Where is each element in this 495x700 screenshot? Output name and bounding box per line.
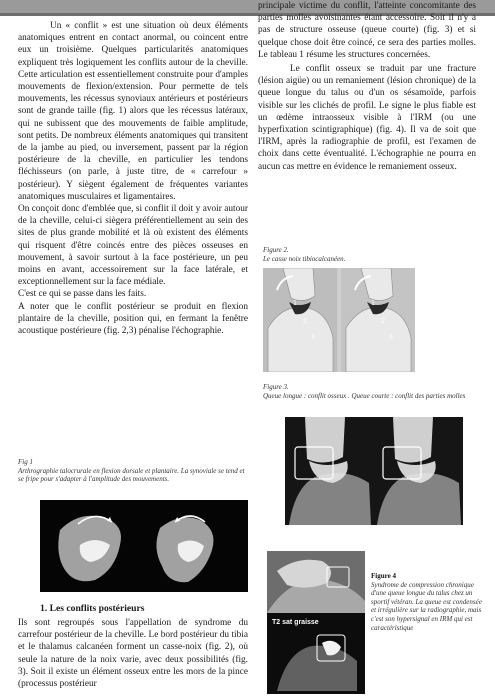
fig2-caption: Le casse noix tibiocalcanéen. bbox=[263, 254, 346, 263]
fig3-caption-block bbox=[263, 383, 478, 400]
fig2-label: Figure 2. bbox=[263, 246, 289, 254]
fig2-marker: 2 bbox=[303, 318, 307, 325]
paragraph-conflict-site: On conçoit donc d'emblée que, si conflit il doit y avoir autour de la cheville, celui-ci siègera préférentiellement au sein des sites de plus grande mobilité et là où existent des éléments qui risquent d'être coincés entre des pièces osseuses en mouvement, à savoir surtout à la face postérieure, un peu moins en avant, accessoirement sur la face latérale, et exceptionnellement sur la face médiale. bbox=[18, 204, 248, 288]
fig2-nutcracker-image bbox=[263, 268, 415, 372]
fig4-label: Figure 4 bbox=[371, 572, 396, 580]
paragraph-bone-conflict: Le conflit osseux se traduit par une fracture (lésion aigüe) ou un remaniement (lésion chronique) de la queue longue du talus ou d'un os sésamoïde, parfois visible sur les clichés de profil. Le signe le plus fiable est un œdème intraosseux visible à l'IRM (ou une hyperfixation scintigraphique) (fig. 4). Il va de soit que l'IRM, après la radiographie de profil, est l'examen de choix dans cette éventualité. L'échographie ne pourra en aucun cas mettre en évidence le remaniement osseux. bbox=[258, 64, 476, 172]
left-column bbox=[18, 20, 248, 337]
paragraph-facts: C'est ce qui se passe dans les faits. bbox=[18, 289, 147, 300]
fig2-marker: 1 bbox=[371, 300, 375, 307]
fig3-caption: Queue longue : conflit osseux . Queue courte : conflit des parties molles bbox=[263, 391, 466, 400]
fig1-arthrography-image bbox=[40, 500, 248, 592]
right-column bbox=[258, 0, 476, 173]
fig1-caption-block bbox=[18, 458, 248, 484]
fig2-marker: 3 bbox=[389, 334, 393, 341]
paragraph-victim: principale victime du conflit, l'atteinte concomitante des parties molles avoisinantes étant accessoire. Soit il n'y a pas de structure osseuse (queue courte) (fig. 3) et si quelque chose doit être coincé, ce sera des parties molles. Le tableau 1 résume les structures concernées. bbox=[258, 1, 476, 60]
fig2-marker: 2 bbox=[381, 318, 385, 325]
fig4-image-panel bbox=[267, 551, 365, 694]
fig4-caption-block bbox=[371, 572, 483, 632]
paragraph-plantar-flexion: A noter que le conflit postérieur se produit en flexion plantaire de la cheville, position qui, en fermant la fenêtre acoustique postérieure (fig. 2,3) pénalise l'échographie. bbox=[18, 301, 248, 337]
paragraph-intro: Un « conflit » est une situation où deux éléments anatomiques entrent en contact anormal, ou coincent entre eux un troisième. Quelques particularités anatomiques expliquent très logiquement les conflits autour de la cheville. Cette articulation est essentiellement construite pour d'amples mouvements de flexion/extension. Pour permette de tels mouvements, les récessus synoviaux antérieurs et postérieurs sont de grande taille (fig. 1) alors que les récessus latéraux, qui ne subissent que des mouvements de faible amplitude, sont petits. De nombreux éléments anatomiques qui transitent de la jambe au pied, ou inversement, passent par la région postérieure de la cheville, en particulier les tendons fléchisseurs (on parle, à juste titre, de « carrefour » postérieur). Y siègent également de fréquentes variantes anatomiques musculaires et ligamentaires. bbox=[18, 21, 248, 202]
fig2-marker: 1 bbox=[293, 300, 297, 307]
paragraph-posterior-syndrome: Ils sont regroupés sous l'appellation de syndrome du carrefour postérieur de la cheville. Le bord postérieur du tibia et le thalamus calcanéen forment un casse-noix (fig. 2), où seule la nature de la noix varie, avec deux possibilités (fig. 3). Soit il existe un élément osseux entre les mors de la pince (processus postérieur bbox=[18, 618, 248, 690]
fig3-label: Figure 3. bbox=[263, 383, 289, 391]
section-heading: 1. Les conflits postérieurs bbox=[40, 603, 145, 614]
fig4-caption: Syndrome de compression chronique d'une queue longue du talus chez un sportif vétéran. La queue est condensée et irrégulière sur la radiographie, mais c'est son hypersignal en IRM qui est caractéristique bbox=[371, 580, 482, 632]
fig2-marker: 3 bbox=[311, 334, 315, 341]
section-posterior bbox=[18, 603, 248, 690]
fig3-radiograph-image bbox=[285, 417, 463, 525]
fig1-caption: Arthrographie talocrurale en flexion dorsale et plantaire. La synoviale se tend et se fripe pour s'adapter à l'amplitude des mouvements. bbox=[18, 466, 245, 484]
fig4-sequence-label: T2 sat graisse bbox=[272, 619, 319, 626]
fig2-caption-block bbox=[263, 246, 473, 263]
fig1-label: Fig 1 bbox=[18, 458, 33, 466]
